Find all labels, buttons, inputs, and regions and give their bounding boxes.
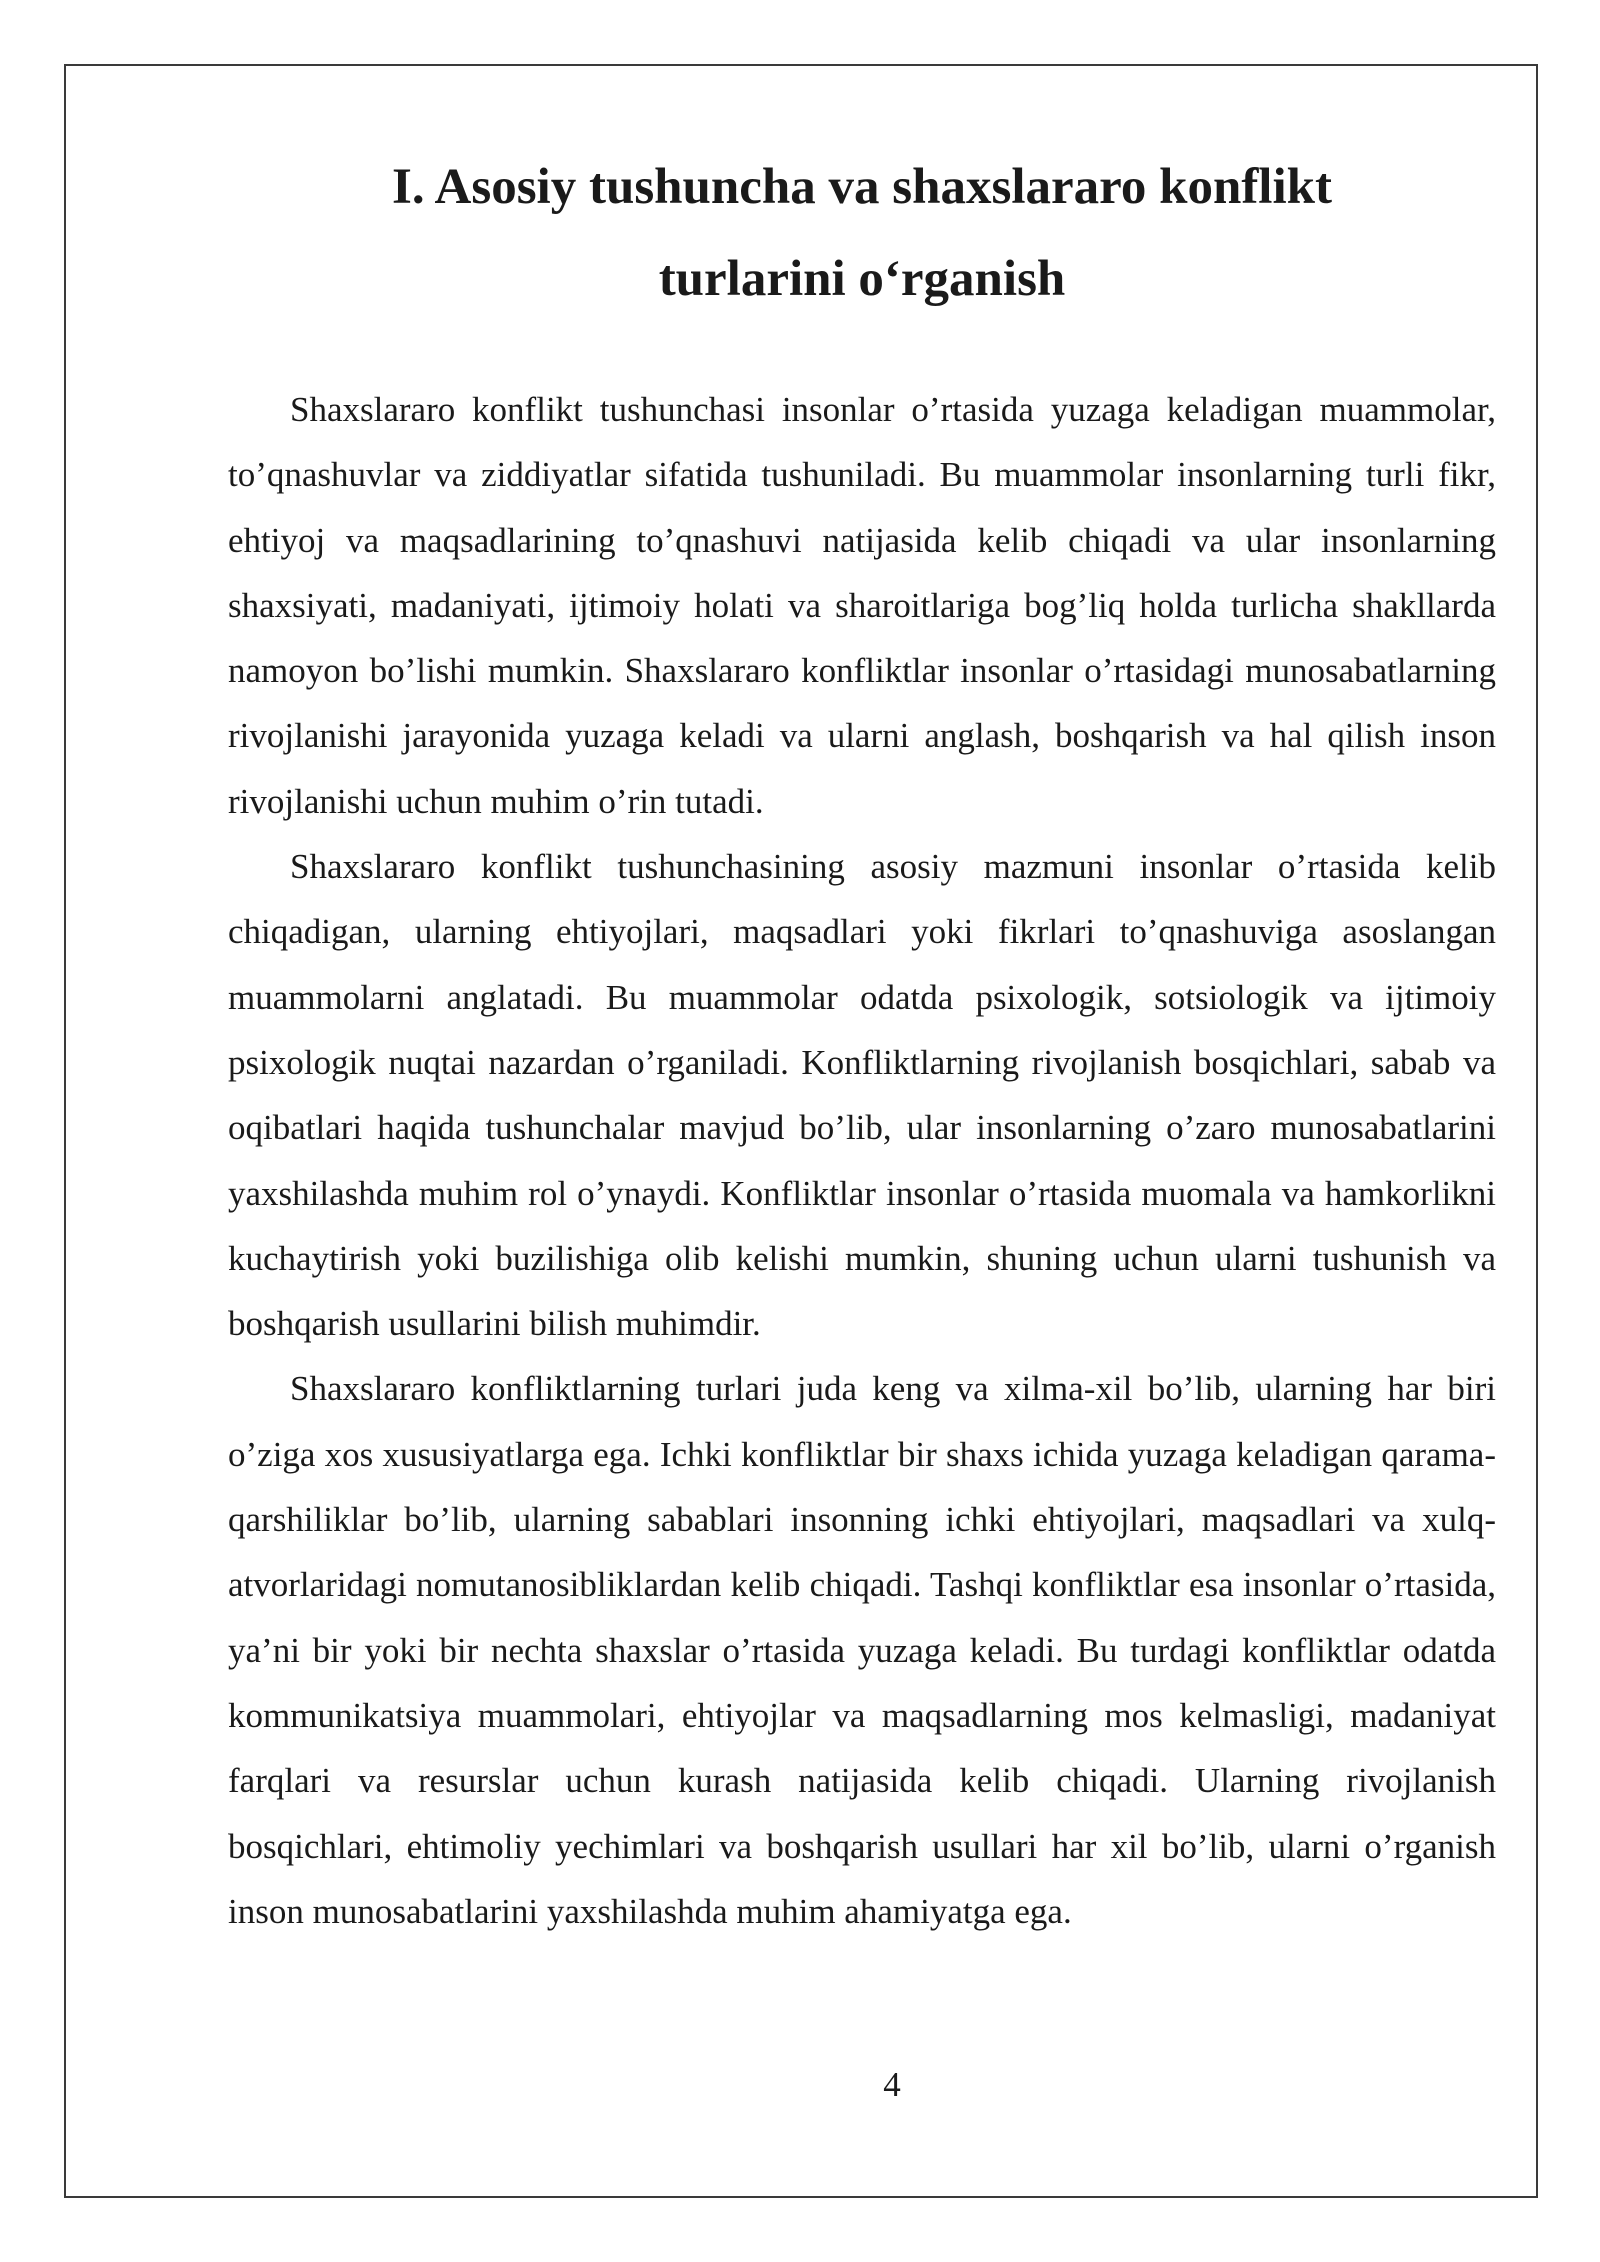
paragraph-2: Shaxslararo konflikt tushunchasining asosiy mazmuni insonlar o’rtasida kelib chiqadigan, ularning ehtiyojlari, maqsadlari yoki fikrlari to’qnashuviga asoslangan muammolarni anglatadi. Bu muammolar odatda psixologik, sotsiologik va ijtimoiy psixologik nuqtai nazardan o’rganiladi. Konfliktlarning rivojlanish bosqichlari, sabab va oqibatlari haqida tushunchalar mavjud bo’lib, ular insonlarning o’zaro munosabatlarini yaxshilashda muhim rol o’ynaydi. Konfliktlar insonlar o’rtasida muomala va hamkorlikni kuchaytirish yoki buzilishiga olib kelishi mumkin, shuning uchun ularni tushunish va boshqarish usullarini bilish muhimdir. xyxy=(228,847,1496,1344)
section-heading-line-2: turlarini o‘rganish xyxy=(658,251,1066,307)
section-heading-line-1: I. Asosiy tushuncha va shaxslararo konflikt xyxy=(392,159,1332,215)
section-heading xyxy=(228,141,1496,325)
body-text xyxy=(228,377,1496,1944)
paragraph-1: Shaxslararo konflikt tushunchasi insonlar o’rtasida yuzaga keladigan muammolar, to’qnashuvlar va ziddiyatlar sifatida tushuniladi. Bu muammolar insonlarning turli fikr, ehtiyoj va maqsadlarining to’qnashuvi natijasida kelib chiqadi va ular insonlarning shaxsiyati, madaniyati, ijtimoiy holati va sharoitlariga bog’liq holda turlicha shakllarda namoyon bo’lishi mumkin. Shaxslararo konfliktlar insonlar o’rtasidagi munosabatlarning rivojlanishi jarayonida yuzaga keladi va ularni anglash, boshqarish va hal qilish inson rivojlanishi uchun muhim o’rin tutadi. xyxy=(228,390,1496,821)
paragraph-3: Shaxslararo konfliktlarning turlari juda keng va xilma-xil bo’lib, ularning har biri o’ziga xos xususiyatlarga ega. Ichki konfliktlar bir shaxs ichida yuzaga keladigan qarama-qarshiliklar bo’lib, ularning sabablari insonning ichki ehtiyojlari, maqsadlari va xulq-atvorlaridagi nomutanosibliklardan kelib chiqadi. Tashqi konfliktlar esa insonlar o’rtasida, ya’ni bir yoki bir nechta shaxslar o’rtasida yuzaga keladi. Bu turdagi konfliktlar odatda kommunikatsiya muammolari, ehtiyojlar va maqsadlarning mos kelmasligi, madaniyat farqlari va resurslar uchun kurash natijasida kelib chiqadi. Ularning rivojlanish bosqichlari, ehtimoliy yechimlari va boshqarish usullari har xil bo’lib, ularni o’rganish inson munosabatlarini yaxshilashda muhim ahamiyatga ega. xyxy=(228,1369,1496,1931)
page-number: 4 xyxy=(883,2065,901,2104)
